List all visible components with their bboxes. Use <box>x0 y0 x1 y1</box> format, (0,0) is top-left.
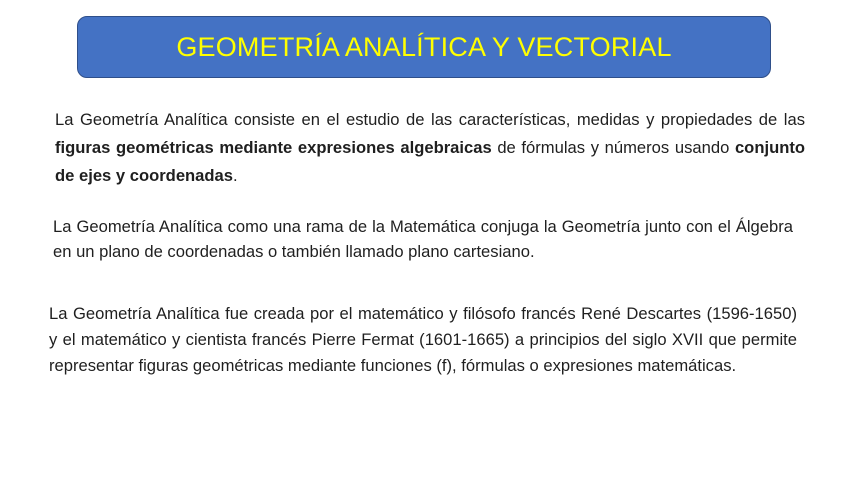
paragraph-definition <box>55 106 805 190</box>
paragraph-definition-bold-1: figuras geométricas mediante expresiones algebraicas <box>55 138 492 157</box>
slide-title: GEOMETRÍA ANALÍTICA Y VECTORIAL <box>176 31 672 62</box>
paragraph-branch: La Geometría Analítica como una rama de la Matemática conjuga la Geometría junto con el Álgebra en un plano de coordenadas o también llamado plano cartesiano. <box>53 217 793 261</box>
paragraph-definition-bold-2: conjunto de ejes y coordenadas <box>55 138 805 185</box>
paragraph-definition-text-1: La Geometría Analítica consiste en el estudio de las características, medidas y propiedades de las <box>55 110 805 129</box>
paragraph-definition-text-3: . <box>233 166 238 185</box>
paragraph-definition-text-2: de fórmulas y números usando <box>491 138 735 157</box>
paragraph-history: La Geometría Analítica fue creada por el matemático y filósofo francés René Descartes (1596-1650) y el matemático y cientista francés Pierre Fermat (1601-1665) a principios del siglo XVII que permite representar figuras geométricas mediante funciones (f), fórmulas o expresiones matemáticas. <box>49 304 797 375</box>
title-banner <box>77 16 771 78</box>
